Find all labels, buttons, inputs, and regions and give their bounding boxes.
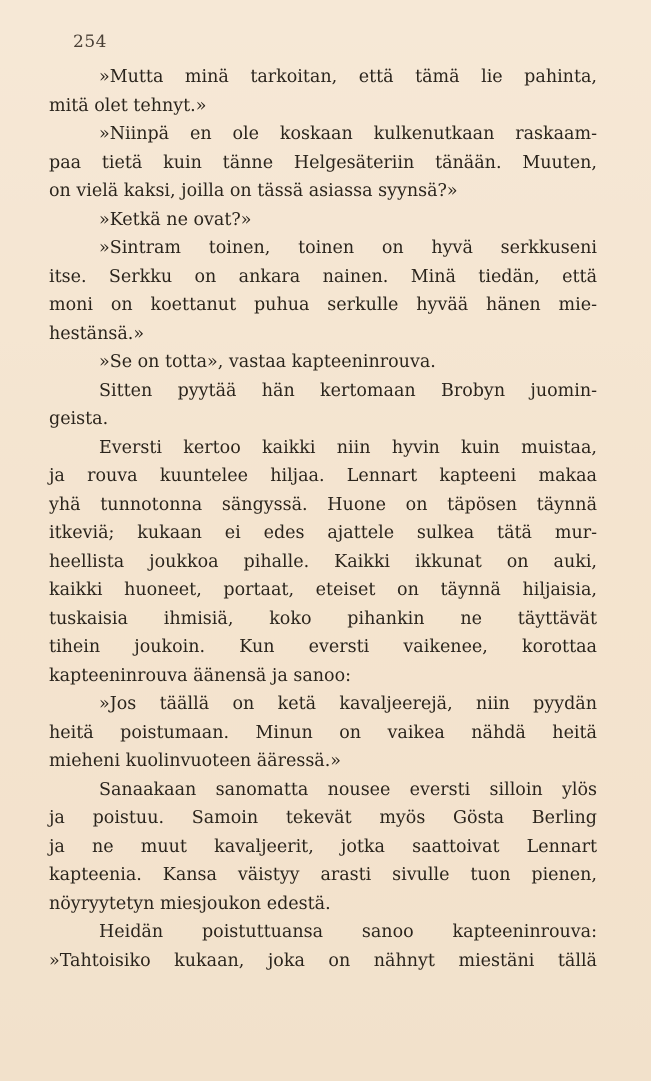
text-line: heellista joukkoa pihalle. Kaikki ikkunat on auki, <box>49 551 597 572</box>
text-line: ja ne muut kavaljeerit, jotka saattoivat Lennart <box>49 836 597 857</box>
text-line: ja poistuu. Samoin tekevät myös Gösta Berling <box>49 808 597 828</box>
text-line: heitä poistumaan. Minun on vaikea nähdä heitä <box>49 722 597 743</box>
text-line: mitä olet tehnyt.» <box>49 95 207 116</box>
text-line: hestänsä.» <box>49 323 145 344</box>
text-line: yhä tunnotonna sängyssä. Huone on täpösen täynnä <box>49 494 597 515</box>
text-line: tuskaisia ihmisiä, koko pihankin ne täyttävät <box>49 608 597 629</box>
text-line: kaikki huoneet, portaat, eteiset on täynnä hiljaisia, <box>49 580 597 600</box>
text-line: mieheni kuolinvuoteen ääressä.» <box>49 751 342 771</box>
text-line: itkeviä; kukaan ei edes ajattele sulkea tätä mur- <box>49 523 597 543</box>
text-line: »Se on totta», vastaa kapteeninrouva. <box>99 352 436 372</box>
page-number: 254 <box>73 32 107 52</box>
text-line: on vielä kaksi, joilla on tässä asiassa syynsä?» <box>49 181 458 201</box>
text-line: paa tietä kuin tänne Helgesäteriin tänään. Muuten, <box>49 152 597 173</box>
text-line: »Sintram toinen, toinen on hyvä serkkuseni <box>99 238 597 258</box>
text-line: »Ketkä ne ovat?» <box>99 209 252 230</box>
text-line: kapteeninrouva äänensä ja sanoo: <box>49 665 351 686</box>
text-line: kapteenia. Kansa väistyy arasti sivulle tuon pienen, <box>49 865 597 885</box>
text-line: »Niinpä en ole koskaan kulkenutkaan raskaam- <box>99 124 597 144</box>
body-text <box>49 63 597 975</box>
text-line: itse. Serkku on ankara nainen. Minä tiedän, että <box>49 266 597 287</box>
text-line: »Mutta minä tarkoitan, että tämä lie pahinta, <box>99 67 597 87</box>
text-line: Sitten pyytää hän kertomaan Brobyn juomin- <box>99 380 597 401</box>
text-line: »Tahtoisiko kukaan, joka on nähnyt miestäni tällä <box>49 950 597 971</box>
text-line: »Jos täällä on ketä kavaljeerejä, niin pyydän <box>99 694 597 714</box>
text-line: tihein joukoin. Kun eversti vaikenee, korottaa <box>49 637 597 657</box>
text-line: nöyryytetyn miesjoukon edestä. <box>49 893 331 914</box>
text-line: ja rouva kuuntelee hiljaa. Lennart kapteeni makaa <box>49 466 597 486</box>
text-line: Sanaakaan sanomatta nousee eversti silloin ylös <box>99 779 597 800</box>
text-line: Eversti kertoo kaikki niin hyvin kuin muistaa, <box>99 437 597 458</box>
text-line: geista. <box>49 409 109 429</box>
text-line: Heidän poistuttuansa sanoo kapteeninrouva: <box>99 922 597 942</box>
text-line: moni on koettanut puhua serkulle hyvää hänen mie- <box>49 295 597 315</box>
